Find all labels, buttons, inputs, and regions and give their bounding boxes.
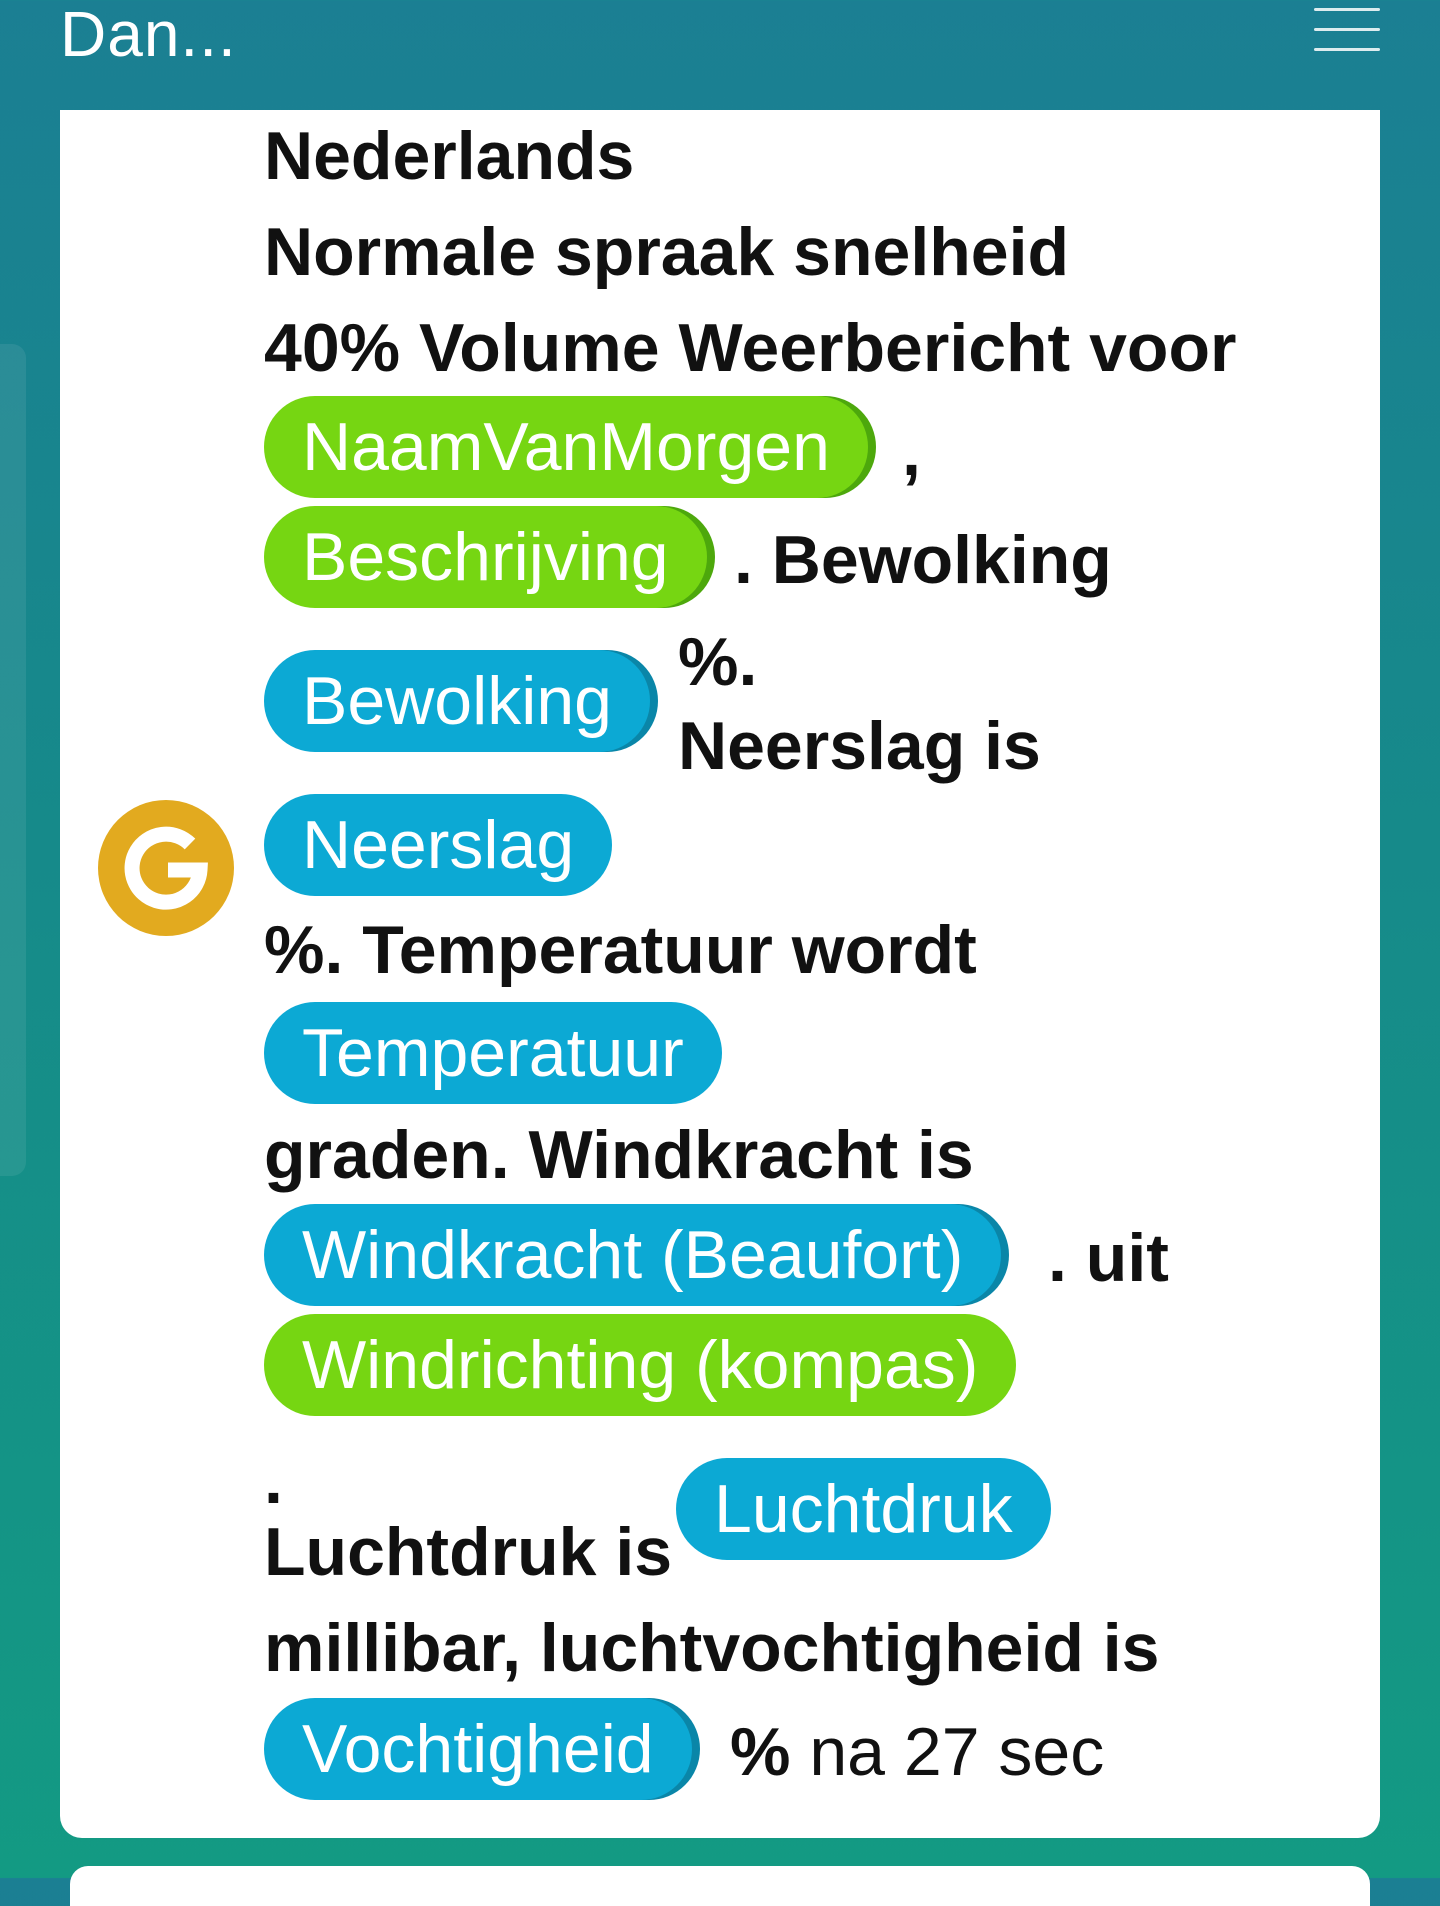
temperatuur-text: %. Temperatuur wordt: [264, 912, 977, 988]
chip-windrichting[interactable]: Windrichting (kompas): [264, 1314, 1016, 1416]
percent-dot-text: %.: [678, 624, 758, 700]
uit-text: . uit: [1048, 1220, 1169, 1296]
chip-beschrijving[interactable]: Beschrijving: [264, 506, 707, 608]
chip-temperatuur[interactable]: Temperatuur: [264, 1002, 722, 1104]
chip-windkracht[interactable]: Windkracht (Beaufort): [264, 1204, 1001, 1306]
millibar-text: millibar, luchtvochtigheid is: [264, 1610, 1160, 1686]
language-line: Nederlands: [264, 118, 635, 194]
app-title: Dan...: [60, 0, 237, 70]
neerslag-text: Neerslag is: [678, 708, 1041, 784]
volume-line: 40% Volume Weerbericht voor: [264, 310, 1237, 386]
chip-luchtdruk[interactable]: Luchtdruk: [676, 1458, 1051, 1560]
chip-bewolking[interactable]: Bewolking: [264, 650, 650, 752]
percent-end-text: %: [730, 1714, 791, 1790]
hamburger-menu-icon[interactable]: [1310, 4, 1382, 52]
bewolking-text: . Bewolking: [734, 522, 1112, 598]
delay-text: na 27 sec: [790, 1714, 1105, 1790]
windkracht-text: graden. Windkracht is: [264, 1117, 974, 1193]
comma-text: ,: [902, 414, 921, 490]
chip-neerslag[interactable]: Neerslag: [264, 794, 612, 896]
next-message-card: [70, 1866, 1370, 1906]
end-text: [730, 1712, 1104, 1792]
luchtdruk-text: Luchtdruk is: [264, 1514, 673, 1590]
dot-text: .: [264, 1442, 283, 1518]
chip-naam-van-morgen[interactable]: NaamVanMorgen: [264, 396, 868, 498]
chip-vochtigheid[interactable]: Vochtigheid: [264, 1698, 692, 1800]
avatar-g-glyph: [98, 800, 234, 936]
side-drawer-handle[interactable]: [0, 344, 26, 1176]
speed-line: Normale spraak snelheid: [264, 214, 1070, 290]
google-g-icon: [98, 800, 234, 936]
